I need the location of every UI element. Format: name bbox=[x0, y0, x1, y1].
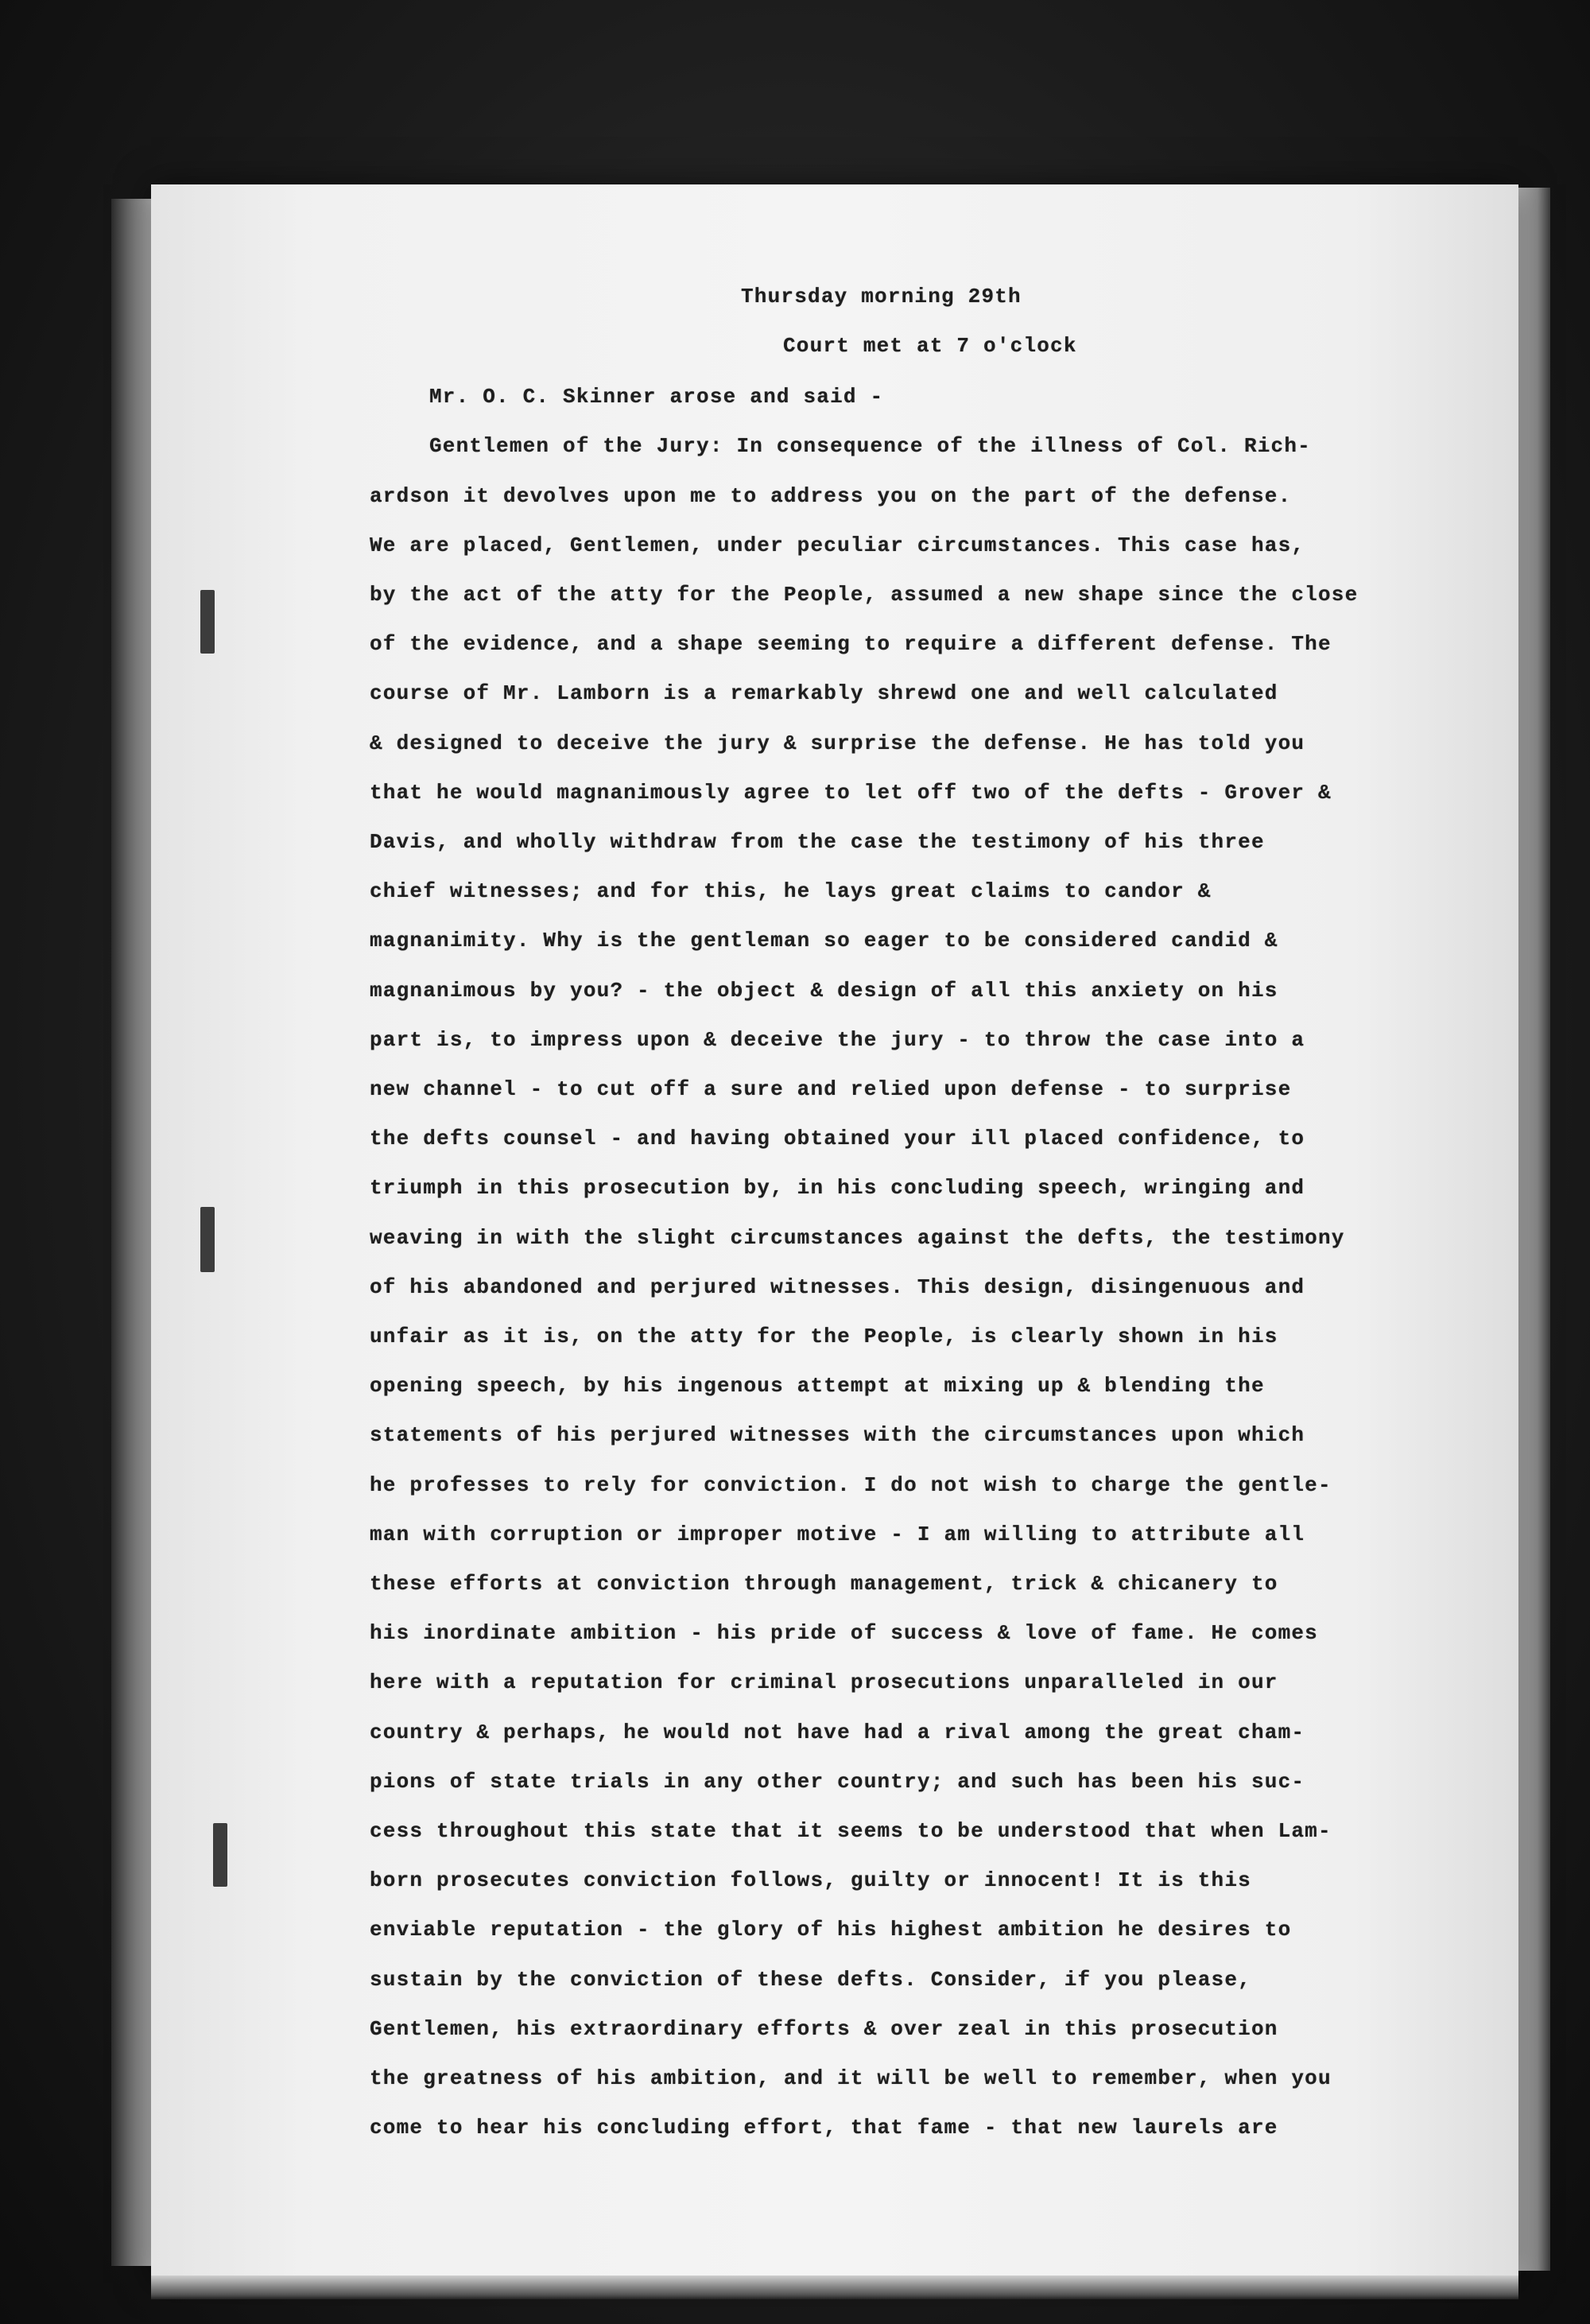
heading-day: Thursday morning 29th bbox=[741, 285, 1022, 308]
text-line: Gentlemen of the Jury: In consequence of the illness of Col. Rich- bbox=[429, 434, 1311, 458]
text-line: he professes to rely for conviction. I do not wish to charge the gentle- bbox=[370, 1473, 1332, 1497]
text-line: triumph in this prosecution by, in his concluding speech, wringing and bbox=[370, 1176, 1305, 1200]
text-line: man with corruption or improper motive - I am willing to attribute all bbox=[370, 1523, 1305, 1546]
text-line: the greatness of his ambition, and it will be well to remember, when you bbox=[370, 2066, 1332, 2090]
text-line: the defts counsel - and having obtained your ill placed confidence, to bbox=[370, 1127, 1305, 1150]
text-line: opening speech, by his ingenous attempt at mixing up & blending the bbox=[370, 1374, 1265, 1398]
text-line: weaving in with the slight circumstances against the defts, the testimony bbox=[370, 1226, 1345, 1250]
text-line: his inordinate ambition - his pride of success & love of fame. He comes bbox=[370, 1621, 1318, 1645]
text-line: & designed to deceive the jury & surprise the defense. He has told you bbox=[370, 731, 1305, 755]
text-line: country & perhaps, he would not have had a rival among the great cham- bbox=[370, 1721, 1305, 1744]
text-line: enviable reputation - the glory of his highest ambition he desires to bbox=[370, 1918, 1292, 1942]
text-line: cess throughout this state that it seems to be understood that when Lam- bbox=[370, 1819, 1332, 1843]
text-line: We are placed, Gentlemen, under peculiar circumstances. This case has, bbox=[370, 533, 1305, 557]
text-line: these efforts at conviction through management, trick & chicanery to bbox=[370, 1572, 1278, 1596]
text-line: part is, to impress upon & deceive the jury - to throw the case into a bbox=[370, 1028, 1305, 1052]
text-line: magnanimous by you? - the object & design of all this anxiety on his bbox=[370, 979, 1278, 1003]
text-line: course of Mr. Lamborn is a remarkably shrewd one and well calculated bbox=[370, 681, 1278, 705]
text-line: chief witnesses; and for this, he lays great claims to candor & bbox=[370, 879, 1212, 903]
text-line: of his abandoned and perjured witnesses. This design, disingenuous and bbox=[370, 1275, 1305, 1299]
text-line: that he would magnanimously agree to let off two of the defts - Grover & bbox=[370, 781, 1332, 805]
text-line: Mr. O. C. Skinner arose and said - bbox=[429, 385, 884, 409]
text-line: statements of his perjured witnesses with the circumstances upon which bbox=[370, 1423, 1305, 1447]
text-line: sustain by the conviction of these defts. Consider, if you please, bbox=[370, 1968, 1251, 1992]
text-line: pions of state trials in any other country; and such has been his suc- bbox=[370, 1770, 1305, 1794]
text-line: new channel - to cut off a sure and relied upon defense - to surprise bbox=[370, 1077, 1292, 1101]
text-line: by the act of the atty for the People, assumed a new shape since the close bbox=[370, 583, 1359, 607]
text-line: Davis, and wholly withdraw from the case the testimony of his three bbox=[370, 830, 1265, 854]
text-line: Gentlemen, his extraordinary efforts & over zeal in this prosecution bbox=[370, 2017, 1278, 2041]
text-line: come to hear his concluding effort, that fame - that new laurels are bbox=[370, 2116, 1278, 2140]
text-line: here with a reputation for criminal prosecutions unparalleled in our bbox=[370, 1670, 1278, 1694]
text-line: magnanimity. Why is the gentleman so eager to be considered candid & bbox=[370, 929, 1278, 952]
text-line: unfair as it is, on the atty for the People, is clearly shown in his bbox=[370, 1325, 1278, 1348]
text-line: ardson it devolves upon me to address you on the part of the defense. bbox=[370, 484, 1292, 508]
heading-court: Court met at 7 o'clock bbox=[783, 334, 1077, 358]
text-line: born prosecutes conviction follows, guilty or innocent! It is this bbox=[370, 1868, 1251, 1892]
text-line: of the evidence, and a shape seeming to require a different defense. The bbox=[370, 632, 1332, 656]
